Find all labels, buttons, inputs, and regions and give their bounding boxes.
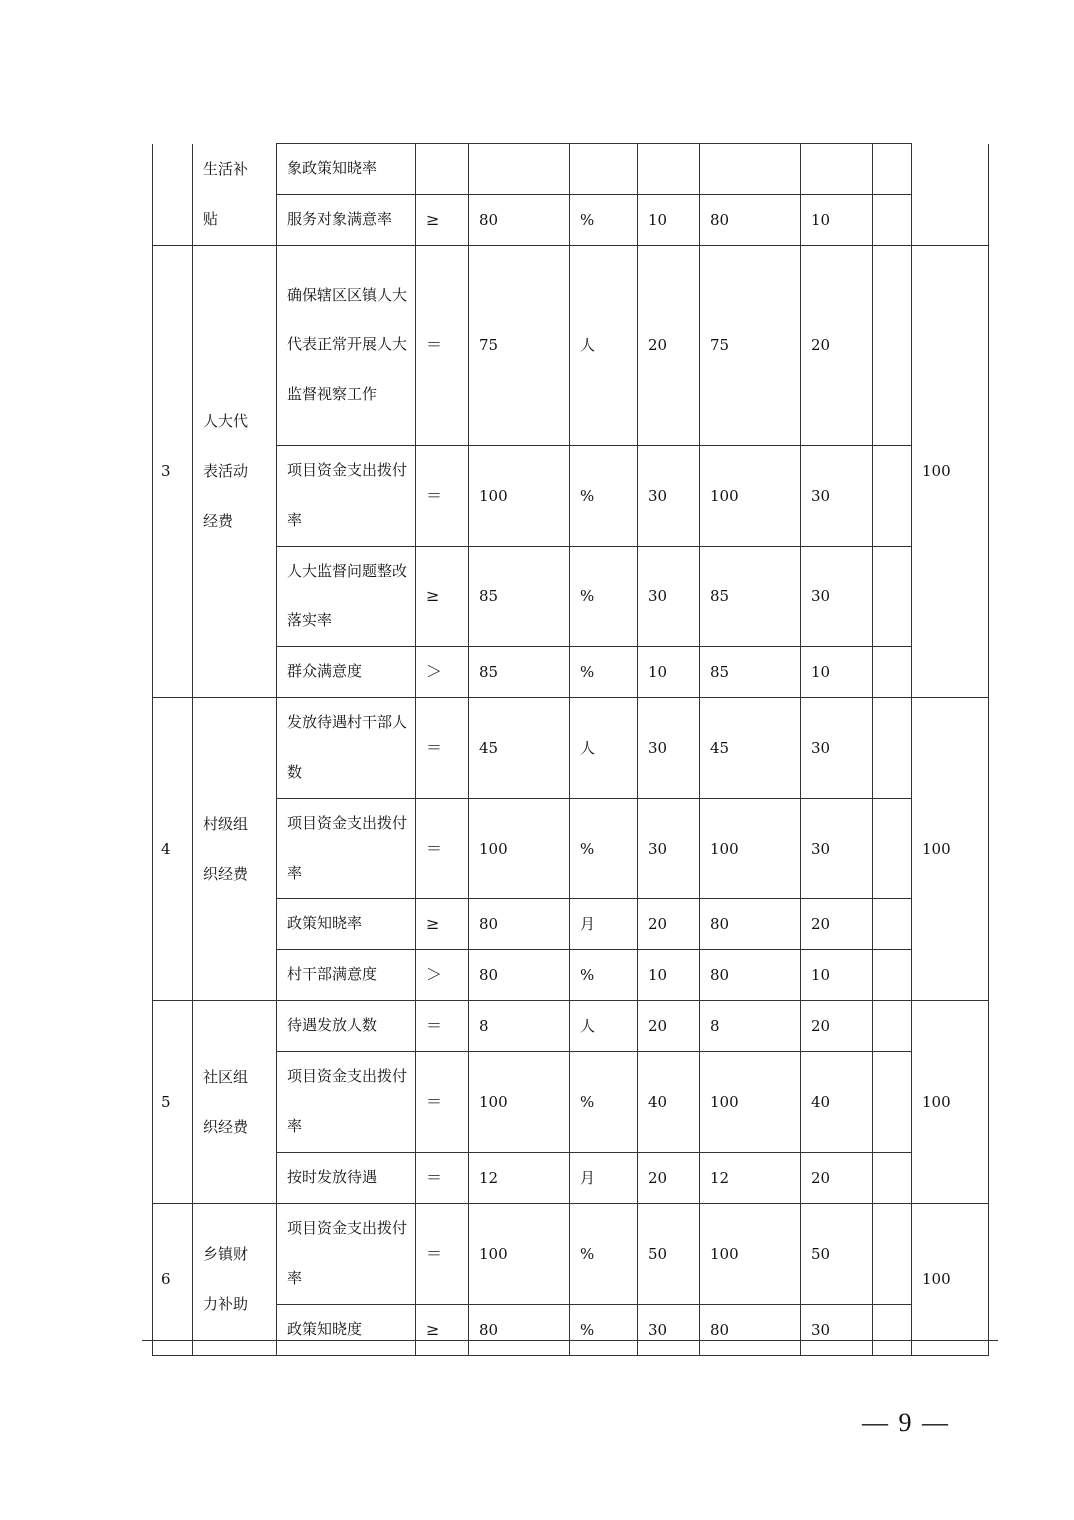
indicator-actual-cell xyxy=(700,144,801,195)
indicator-unit-cell: % xyxy=(570,950,638,1001)
table-bottom-rule xyxy=(142,1340,998,1341)
indicator-score-cell: 30 xyxy=(801,698,873,799)
indicator-actual-cell: 80 xyxy=(700,194,801,245)
indicator-name-cell: 待遇发放人数 xyxy=(277,1001,416,1052)
project-name-cell xyxy=(193,144,277,246)
indicator-name-cell: 项目资金支出拨付率 xyxy=(277,445,416,546)
indicator-weight-cell: 30 xyxy=(638,1304,700,1355)
indicator-target-cell xyxy=(469,144,570,195)
indicator-unit-cell: 人 xyxy=(570,1001,638,1052)
indicator-actual-cell: 12 xyxy=(700,1152,801,1203)
indicator-weight-cell: 20 xyxy=(638,245,700,445)
indicator-sym-cell: ≥ xyxy=(416,1304,469,1355)
project-name-line: 社区组 xyxy=(203,1068,249,1087)
indicator-name-cell: 项目资金支出拨付率 xyxy=(277,1203,416,1304)
indicator-target-cell: 80 xyxy=(469,1304,570,1355)
indicator-note-cell xyxy=(873,144,912,195)
indicator-weight-cell: 20 xyxy=(638,1001,700,1052)
table-body xyxy=(153,144,989,1356)
performance-indicator-table xyxy=(152,143,989,1356)
indicator-sym-cell: ＝ xyxy=(416,1052,469,1153)
indicator-target-cell: 12 xyxy=(469,1152,570,1203)
indicator-score-cell: 40 xyxy=(801,1052,873,1153)
indicator-sym-cell: ≥ xyxy=(416,194,469,245)
indicator-name-cell: 服务对象满意率 xyxy=(277,194,416,245)
indicator-note-cell xyxy=(873,647,912,698)
indicator-note-cell xyxy=(873,1001,912,1052)
table-row xyxy=(153,950,989,1001)
indicator-unit-cell: % xyxy=(570,194,638,245)
indicator-sym-cell: ＞ xyxy=(416,950,469,1001)
project-name-line: 生活补 xyxy=(203,160,249,179)
row-number-cell: 3 xyxy=(153,245,193,697)
indicator-unit-cell: 月 xyxy=(570,1152,638,1203)
row-number-cell: 6 xyxy=(153,1203,193,1355)
indicator-sym-cell: ≥ xyxy=(416,899,469,950)
project-name-line: 力补助 xyxy=(203,1295,249,1314)
indicator-unit-cell: % xyxy=(570,647,638,698)
indicator-note-cell xyxy=(873,245,912,445)
project-total-score-cell: 100 xyxy=(912,698,989,1001)
indicator-note-cell xyxy=(873,1052,912,1153)
indicator-name-cell: 项目资金支出拨付率 xyxy=(277,1052,416,1153)
table-row xyxy=(153,144,989,195)
project-total-score-cell xyxy=(912,144,989,246)
table-row xyxy=(153,698,989,799)
indicator-target-cell: 100 xyxy=(469,1052,570,1153)
indicator-weight-cell: 20 xyxy=(638,899,700,950)
project-name-line: 贴 xyxy=(203,210,219,229)
indicator-target-cell: 45 xyxy=(469,698,570,799)
indicator-note-cell xyxy=(873,798,912,899)
indicator-name-cell: 群众满意度 xyxy=(277,647,416,698)
indicator-actual-cell: 75 xyxy=(700,245,801,445)
table-row xyxy=(153,1203,989,1304)
indicator-actual-cell: 45 xyxy=(700,698,801,799)
row-number-cell xyxy=(153,144,193,246)
indicator-score-cell: 20 xyxy=(801,899,873,950)
table-row xyxy=(153,1304,989,1355)
indicator-weight-cell: 30 xyxy=(638,546,700,647)
indicator-unit-cell: 月 xyxy=(570,899,638,950)
indicator-score-cell xyxy=(801,144,873,195)
indicator-actual-cell: 8 xyxy=(700,1001,801,1052)
table-row xyxy=(153,798,989,899)
indicator-note-cell xyxy=(873,1203,912,1304)
indicator-weight-cell: 30 xyxy=(638,698,700,799)
indicator-unit-cell: % xyxy=(570,546,638,647)
indicator-score-cell: 20 xyxy=(801,1001,873,1052)
indicator-name-cell: 确保辖区区镇人大代表正常开展人大监督视察工作 xyxy=(277,245,416,445)
table-row xyxy=(153,1001,989,1052)
indicator-actual-cell: 100 xyxy=(700,798,801,899)
indicator-score-cell: 20 xyxy=(801,1152,873,1203)
indicator-score-cell: 10 xyxy=(801,647,873,698)
indicator-sym-cell: ＝ xyxy=(416,1152,469,1203)
indicator-actual-cell: 100 xyxy=(700,1203,801,1304)
table-row xyxy=(153,899,989,950)
indicator-sym-cell: ＝ xyxy=(416,798,469,899)
indicator-target-cell: 8 xyxy=(469,1001,570,1052)
table-row xyxy=(153,546,989,647)
indicator-note-cell xyxy=(873,1304,912,1355)
table-row xyxy=(153,194,989,245)
indicator-score-cell: 10 xyxy=(801,950,873,1001)
indicator-weight-cell: 10 xyxy=(638,950,700,1001)
project-total-score-cell: 100 xyxy=(912,245,989,697)
table-row xyxy=(153,1052,989,1153)
indicator-sym-cell: ＞ xyxy=(416,647,469,698)
indicator-name-cell: 政策知晓度 xyxy=(277,1304,416,1355)
indicator-name-cell: 村干部满意度 xyxy=(277,950,416,1001)
row-number-cell: 5 xyxy=(153,1001,193,1204)
indicator-score-cell: 30 xyxy=(801,1304,873,1355)
indicator-note-cell xyxy=(873,194,912,245)
indicator-name-cell: 按时发放待遇 xyxy=(277,1152,416,1203)
table-row xyxy=(153,647,989,698)
indicator-unit-cell xyxy=(570,144,638,195)
indicator-note-cell xyxy=(873,1152,912,1203)
indicator-unit-cell: % xyxy=(570,445,638,546)
indicator-actual-cell: 80 xyxy=(700,899,801,950)
indicator-unit-cell: % xyxy=(570,1052,638,1153)
indicator-sym-cell: ＝ xyxy=(416,1001,469,1052)
indicator-unit-cell: % xyxy=(570,1203,638,1304)
indicator-sym-cell: ≥ xyxy=(416,546,469,647)
indicator-score-cell: 10 xyxy=(801,194,873,245)
indicator-sym-cell: ＝ xyxy=(416,445,469,546)
project-name-line: 织经费 xyxy=(203,865,249,884)
indicator-score-cell: 50 xyxy=(801,1203,873,1304)
indicator-sym-cell: ＝ xyxy=(416,1203,469,1304)
indicator-actual-cell: 100 xyxy=(700,1052,801,1153)
indicator-target-cell: 100 xyxy=(469,798,570,899)
indicator-weight-cell: 30 xyxy=(638,798,700,899)
indicator-unit-cell: 人 xyxy=(570,698,638,799)
indicator-name-cell: 政策知晓率 xyxy=(277,899,416,950)
indicator-target-cell: 85 xyxy=(469,546,570,647)
indicator-note-cell xyxy=(873,899,912,950)
indicator-target-cell: 80 xyxy=(469,194,570,245)
project-total-score-cell: 100 xyxy=(912,1001,989,1204)
indicator-target-cell: 80 xyxy=(469,950,570,1001)
indicator-unit-cell: 人 xyxy=(570,245,638,445)
indicator-actual-cell: 80 xyxy=(700,1304,801,1355)
indicator-target-cell: 85 xyxy=(469,647,570,698)
indicator-score-cell: 30 xyxy=(801,546,873,647)
indicator-weight-cell: 20 xyxy=(638,1152,700,1203)
indicator-sym-cell: ＝ xyxy=(416,245,469,445)
indicator-score-cell: 30 xyxy=(801,445,873,546)
project-total-score-cell: 100 xyxy=(912,1203,989,1355)
project-name-line: 人大代 xyxy=(203,412,249,431)
indicator-name-cell: 人大监督问题整改落实率 xyxy=(277,546,416,647)
indicator-note-cell xyxy=(873,698,912,799)
indicator-weight-cell: 30 xyxy=(638,445,700,546)
indicator-weight-cell: 10 xyxy=(638,647,700,698)
indicator-name-cell: 象政策知晓率 xyxy=(277,144,416,195)
indicator-unit-cell: % xyxy=(570,1304,638,1355)
indicator-weight-cell: 50 xyxy=(638,1203,700,1304)
indicator-weight-cell xyxy=(638,144,700,195)
table-row xyxy=(153,1152,989,1203)
indicator-score-cell: 30 xyxy=(801,798,873,899)
indicator-note-cell xyxy=(873,445,912,546)
indicator-actual-cell: 80 xyxy=(700,950,801,1001)
page-number: — 9 — xyxy=(862,1408,950,1437)
indicator-sym-cell: ＝ xyxy=(416,698,469,799)
project-name-line: 经费 xyxy=(203,512,234,531)
project-name-line: 表活动 xyxy=(203,462,249,481)
indicator-target-cell: 75 xyxy=(469,245,570,445)
project-name-line: 织经费 xyxy=(203,1118,249,1137)
indicator-target-cell: 100 xyxy=(469,445,570,546)
indicator-weight-cell: 10 xyxy=(638,194,700,245)
table-row xyxy=(153,245,989,445)
indicator-actual-cell: 85 xyxy=(700,546,801,647)
project-name-line: 村级组 xyxy=(203,815,249,834)
indicator-name-cell: 发放待遇村干部人数 xyxy=(277,698,416,799)
indicator-name-cell: 项目资金支出拨付率 xyxy=(277,798,416,899)
indicator-unit-cell: % xyxy=(570,798,638,899)
indicator-sym-cell xyxy=(416,144,469,195)
project-name-cell xyxy=(193,698,277,1001)
indicator-weight-cell: 40 xyxy=(638,1052,700,1153)
indicator-actual-cell: 85 xyxy=(700,647,801,698)
table-row xyxy=(153,445,989,546)
project-name-line: 乡镇财 xyxy=(203,1245,249,1264)
indicator-score-cell: 20 xyxy=(801,245,873,445)
project-name-cell xyxy=(193,245,277,697)
indicator-target-cell: 100 xyxy=(469,1203,570,1304)
project-name-cell xyxy=(193,1203,277,1355)
indicator-actual-cell: 100 xyxy=(700,445,801,546)
indicator-note-cell xyxy=(873,546,912,647)
indicator-note-cell xyxy=(873,950,912,1001)
row-number-cell: 4 xyxy=(153,698,193,1001)
project-name-cell xyxy=(193,1001,277,1204)
indicator-target-cell: 80 xyxy=(469,899,570,950)
